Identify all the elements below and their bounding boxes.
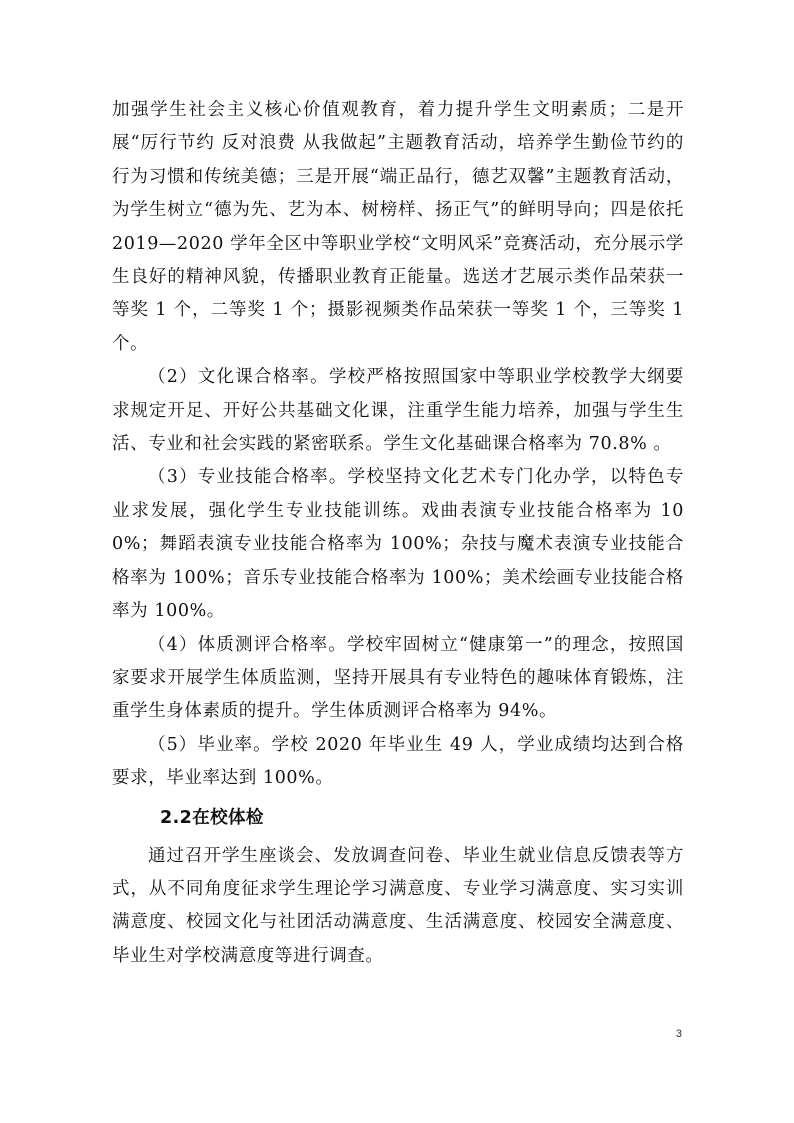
paragraph-skill-pass-rate: （3）专业技能合格率。学校坚持文化艺术专门化办学，以特色专业求发展，强化学生专业技能训练。戏曲表演专业技能合格率为 100%；舞蹈表演专业技能合格率为 100%；杂技与魔术表演专业技能合格率为 100%；音乐专业技能合格率为 100%；美术绘画专业技能合格率为 100%。 [112,467,684,622]
section-body-paragraph: 通过召开学生座谈会、发放调查问卷、毕业生就业信息反馈表等方式，从不同角度征求学生理论学习满意度、专业学习满意度、实习实训满意度、校园文化与社团活动满意度、生活满意度、校园安全满意度、毕业生对学校满意度等进行调查。 [112,845,684,966]
page-number: 3 [675,1028,682,1040]
page-content [112,94,684,973]
paragraph-physical-test-pass-rate: （4）体质测评合格率。学校牢固树立“健康第一”的理念，按照国家要求开展学生体质监测，坚持开展具有专业特色的趣味体育锻炼，注重学生身体素质的提升。学生体质测评合格率为 94%。 [112,634,684,722]
paragraph-culture-course-pass-rate: （2）文化课合格率。学校严格按照国家中等职业学校教学大纲要求规定开足、开好公共基础文化课，注重学生能力培养，加强与学生生活、专业和社会实践的紧密联系。学生文化基础课合格率为 70.8% 。 [112,367,684,455]
paragraph-moral-education: 加强学生社会主义核心价值观教育，着力提升学生文明素质；二是开展“厉行节约 反对浪费 从我做起”主题教育活动，培养学生勤俭节约的行为习惯和传统美德；三是开展“端正品行，德艺双馨”主题教育活动，为学生树立“德为先、艺为本、树榜样、扬正气”的鲜明导向；四是依托 2019—2020 学年全区中等职业学校“文明风采”竞赛活动，充分展示学生良好的精神风貌，传播职业教育正能量。选送才艺展示类作品荣获一等奖 1 个，二等奖 1 个；摄影视频类作品荣获一等奖 1 个，三等奖 1 个。 [112,100,684,354]
paragraph-graduation-rate: （5）毕业率。学校 2020 年毕业生 49 人，学业成绩均达到合格要求，毕业率达到 100%。 [112,734,684,789]
section-heading: 2.2在校体检 [160,807,264,828]
